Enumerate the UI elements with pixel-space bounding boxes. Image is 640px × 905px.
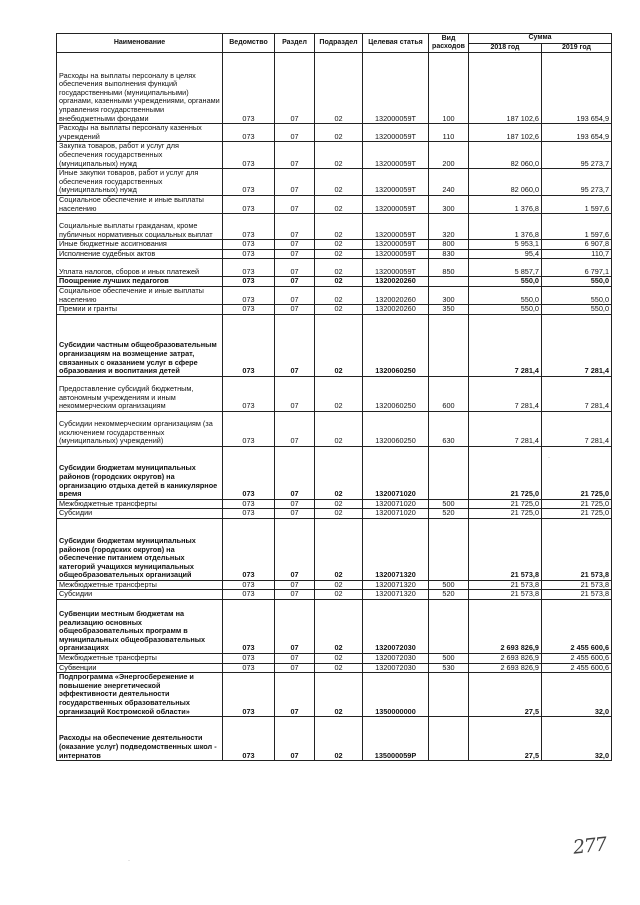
row-department: 073: [223, 277, 275, 287]
row-name: Субвенции местным бюджетам на реализацию основных общеобразовательных программ в муниципальных общеобразовательных организациях: [57, 600, 223, 654]
row-target: 1350000000: [363, 673, 429, 717]
row-name: Межбюджетные трансферты: [57, 499, 223, 509]
row-expense-type: 520: [429, 590, 469, 600]
row-amount-2018: 2 693 826,9: [469, 663, 542, 673]
row-subsection: 02: [315, 717, 363, 761]
row-department: 073: [223, 142, 275, 169]
row-section: 07: [275, 600, 315, 654]
row-target: 132000059Т: [363, 142, 429, 169]
row-target: 1320072030: [363, 600, 429, 654]
row-section: 07: [275, 446, 315, 499]
table-row: [57, 124, 612, 142]
table-row: [57, 214, 612, 240]
row-name: Субвенции: [57, 663, 223, 673]
row-target: 132000059Т: [363, 240, 429, 250]
row-section: 07: [275, 286, 315, 304]
row-target: 1320072030: [363, 654, 429, 664]
row-target: 1320020260: [363, 277, 429, 287]
row-expense-type: 500: [429, 499, 469, 509]
row-amount-2018: 1 376,8: [469, 214, 542, 240]
budget-table-sheet: [56, 33, 611, 761]
row-amount-2019: 7 281,4: [542, 314, 612, 376]
row-subsection: 02: [315, 214, 363, 240]
row-name: Иные бюджетные ассигнования: [57, 240, 223, 250]
row-amount-2018: 187 102,6: [469, 124, 542, 142]
row-name: Субсидии бюджетам муниципальных районов (городских округов) на организацию отдыха детей в каникулярное время: [57, 446, 223, 499]
row-name: Социальные выплаты гражданам, кроме публичных нормативных социальных выплат: [57, 214, 223, 240]
table-row: [57, 590, 612, 600]
row-subsection: 02: [315, 195, 363, 213]
row-amount-2018: 5 953,1: [469, 240, 542, 250]
row-name: Межбюджетные трансферты: [57, 580, 223, 590]
row-amount-2018: 7 281,4: [469, 376, 542, 411]
row-amount-2018: 7 281,4: [469, 411, 542, 446]
row-name: Расходы на выплаты персоналу казенных учреждений: [57, 124, 223, 142]
row-expense-type: 850: [429, 259, 469, 277]
row-section: 07: [275, 249, 315, 259]
header-subsection: Подраздел: [315, 34, 363, 53]
row-target: 132000059Т: [363, 124, 429, 142]
row-amount-2019: 2 455 600,6: [542, 663, 612, 673]
row-section: 07: [275, 509, 315, 519]
row-expense-type: [429, 277, 469, 287]
row-expense-type: 630: [429, 411, 469, 446]
row-expense-type: [429, 673, 469, 717]
table-row: [57, 673, 612, 717]
row-section: 07: [275, 195, 315, 213]
row-amount-2019: 95 273,7: [542, 169, 612, 196]
row-section: 07: [275, 142, 315, 169]
row-department: 073: [223, 580, 275, 590]
row-department: 073: [223, 663, 275, 673]
row-expense-type: 110: [429, 124, 469, 142]
row-department: 073: [223, 673, 275, 717]
row-amount-2019: 193 654,9: [542, 124, 612, 142]
row-department: 073: [223, 124, 275, 142]
row-expense-type: 800: [429, 240, 469, 250]
row-amount-2019: 193 654,9: [542, 53, 612, 124]
table-row: [57, 314, 612, 376]
row-subsection: 02: [315, 518, 363, 580]
row-target: 132000059Т: [363, 195, 429, 213]
table-row: [57, 249, 612, 259]
row-expense-type: [429, 518, 469, 580]
row-name: Субсидии: [57, 509, 223, 519]
row-amount-2019: 21 725,0: [542, 509, 612, 519]
row-expense-type: 300: [429, 286, 469, 304]
row-target: 132000059Т: [363, 169, 429, 196]
header-year-2018: 2018 год: [469, 43, 542, 53]
row-amount-2019: 7 281,4: [542, 376, 612, 411]
row-section: 07: [275, 259, 315, 277]
row-amount-2018: 95,4: [469, 249, 542, 259]
row-amount-2018: 5 857,7: [469, 259, 542, 277]
row-expense-type: 830: [429, 249, 469, 259]
row-subsection: 02: [315, 499, 363, 509]
row-subsection: 02: [315, 124, 363, 142]
row-section: 07: [275, 240, 315, 250]
row-amount-2019: 21 573,8: [542, 590, 612, 600]
row-subsection: 02: [315, 142, 363, 169]
row-section: 07: [275, 663, 315, 673]
row-amount-2018: 550,0: [469, 277, 542, 287]
row-subsection: 02: [315, 314, 363, 376]
row-amount-2018: 1 376,8: [469, 195, 542, 213]
row-name: Подпрограмма «Энергосбережение и повышение энергетической эффективности деятельности государственных образовательных организаций Костромской области»: [57, 673, 223, 717]
table-row: [57, 305, 612, 315]
row-department: 073: [223, 499, 275, 509]
row-department: 073: [223, 169, 275, 196]
row-subsection: 02: [315, 53, 363, 124]
scan-dot: ·: [548, 455, 550, 461]
row-department: 073: [223, 717, 275, 761]
row-section: 07: [275, 124, 315, 142]
row-amount-2018: 21 573,8: [469, 590, 542, 600]
page-number: 277: [571, 833, 608, 859]
row-target: 1320071320: [363, 580, 429, 590]
row-amount-2018: 27,5: [469, 673, 542, 717]
scan-dot: ·: [128, 858, 130, 864]
table-row: [57, 376, 612, 411]
row-subsection: 02: [315, 663, 363, 673]
row-name: Субсидии бюджетам муниципальных районов (городских округов) на обеспечение питанием отдельных категорий учащихся муниципальных общеобразовательных организаций: [57, 518, 223, 580]
row-expense-type: 520: [429, 509, 469, 519]
row-department: 073: [223, 314, 275, 376]
row-subsection: 02: [315, 240, 363, 250]
row-amount-2018: 21 725,0: [469, 509, 542, 519]
table-row: [57, 286, 612, 304]
row-amount-2019: 110,7: [542, 249, 612, 259]
row-target: 1320060250: [363, 376, 429, 411]
row-amount-2018: 187 102,6: [469, 53, 542, 124]
header-department: Ведомство: [223, 34, 275, 53]
row-department: 073: [223, 249, 275, 259]
row-target: 1320060250: [363, 411, 429, 446]
row-name: Расходы на обеспечение деятельности (оказание услуг) подведомственных школ - интернатов: [57, 717, 223, 761]
row-target: 1320020260: [363, 286, 429, 304]
row-subsection: 02: [315, 259, 363, 277]
row-target: 1320071020: [363, 499, 429, 509]
table-row: [57, 499, 612, 509]
budget-table: [56, 33, 612, 761]
row-amount-2018: 82 060,0: [469, 169, 542, 196]
table-row: [57, 600, 612, 654]
row-department: 073: [223, 195, 275, 213]
row-name: Иные закупки товаров, работ и услуг для обеспечения государственных (муниципальных) нужд: [57, 169, 223, 196]
header-amount: Сумма: [469, 34, 612, 44]
row-section: 07: [275, 654, 315, 664]
row-amount-2018: 82 060,0: [469, 142, 542, 169]
row-amount-2019: 21 725,0: [542, 499, 612, 509]
row-section: 07: [275, 277, 315, 287]
row-subsection: 02: [315, 169, 363, 196]
row-department: 073: [223, 446, 275, 499]
row-target: 1320071020: [363, 509, 429, 519]
row-section: 07: [275, 305, 315, 315]
row-amount-2019: 2 455 600,6: [542, 600, 612, 654]
row-amount-2019: 32,0: [542, 717, 612, 761]
row-amount-2018: 550,0: [469, 305, 542, 315]
header-name: Наименование: [57, 34, 223, 53]
row-subsection: 02: [315, 509, 363, 519]
row-subsection: 02: [315, 580, 363, 590]
row-department: 073: [223, 411, 275, 446]
row-name: Уплата налогов, сборов и иных платежей: [57, 259, 223, 277]
row-name: Исполнение судебных актов: [57, 249, 223, 259]
row-expense-type: [429, 717, 469, 761]
row-section: 07: [275, 673, 315, 717]
row-subsection: 02: [315, 305, 363, 315]
row-subsection: 02: [315, 411, 363, 446]
row-expense-type: [429, 314, 469, 376]
row-target: 1320020260: [363, 305, 429, 315]
row-section: 07: [275, 499, 315, 509]
table-row: [57, 663, 612, 673]
row-subsection: 02: [315, 249, 363, 259]
row-target: 135000059Р: [363, 717, 429, 761]
table-row: [57, 259, 612, 277]
row-expense-type: 530: [429, 663, 469, 673]
row-department: 073: [223, 600, 275, 654]
row-amount-2018: 21 725,0: [469, 499, 542, 509]
row-amount-2019: 1 597,6: [542, 195, 612, 213]
table-row: [57, 509, 612, 519]
row-name: Закупка товаров, работ и услуг для обеспечения государственных (муниципальных) нужд: [57, 142, 223, 169]
row-name: Предоставление субсидий бюджетным, автономным учреждениям и иным некоммерческим организациям: [57, 376, 223, 411]
row-name: Премии и гранты: [57, 305, 223, 315]
row-amount-2018: 7 281,4: [469, 314, 542, 376]
table-body: [57, 53, 612, 761]
row-subsection: 02: [315, 654, 363, 664]
table-row: [57, 169, 612, 196]
row-amount-2018: 21 573,8: [469, 518, 542, 580]
row-amount-2019: 21 573,8: [542, 580, 612, 590]
row-amount-2019: 21 573,8: [542, 518, 612, 580]
row-target: 132000059Т: [363, 53, 429, 124]
row-section: 07: [275, 53, 315, 124]
table-row: [57, 518, 612, 580]
row-name: Межбюджетные трансферты: [57, 654, 223, 664]
row-target: 1320071320: [363, 590, 429, 600]
header-section: Раздел: [275, 34, 315, 53]
row-amount-2019: 6 797,1: [542, 259, 612, 277]
row-expense-type: 240: [429, 169, 469, 196]
row-amount-2018: 21 725,0: [469, 446, 542, 499]
row-amount-2019: 550,0: [542, 286, 612, 304]
row-subsection: 02: [315, 446, 363, 499]
row-amount-2018: 21 573,8: [469, 580, 542, 590]
row-expense-type: 500: [429, 654, 469, 664]
table-row: [57, 142, 612, 169]
row-amount-2019: 1 597,6: [542, 214, 612, 240]
row-amount-2018: 2 693 826,9: [469, 600, 542, 654]
row-subsection: 02: [315, 590, 363, 600]
row-target: 1320071020: [363, 446, 429, 499]
row-expense-type: 200: [429, 142, 469, 169]
row-subsection: 02: [315, 600, 363, 654]
row-target: 1320072030: [363, 663, 429, 673]
row-amount-2019: 550,0: [542, 305, 612, 315]
table-row: [57, 654, 612, 664]
row-department: 073: [223, 376, 275, 411]
row-amount-2019: 7 281,4: [542, 411, 612, 446]
row-amount-2019: 95 273,7: [542, 142, 612, 169]
row-target: 132000059Т: [363, 249, 429, 259]
row-department: 073: [223, 53, 275, 124]
row-amount-2019: 32,0: [542, 673, 612, 717]
row-amount-2018: 27,5: [469, 717, 542, 761]
table-row: [57, 717, 612, 761]
row-amount-2019: 2 455 600,6: [542, 654, 612, 664]
row-subsection: 02: [315, 673, 363, 717]
row-target: 1320071320: [363, 518, 429, 580]
row-subsection: 02: [315, 277, 363, 287]
row-department: 073: [223, 590, 275, 600]
row-expense-type: 300: [429, 195, 469, 213]
row-expense-type: 320: [429, 214, 469, 240]
table-row: [57, 277, 612, 287]
row-name: Субсидии некоммерческим организациям (за исключением государственных (муниципальных) учреждений): [57, 411, 223, 446]
row-department: 073: [223, 240, 275, 250]
row-section: 07: [275, 314, 315, 376]
header-expense-type: Вид расходов: [429, 34, 469, 53]
table-row: [57, 411, 612, 446]
row-expense-type: 100: [429, 53, 469, 124]
row-section: 07: [275, 590, 315, 600]
row-name: Социальное обеспечение и иные выплаты населению: [57, 286, 223, 304]
row-amount-2019: 21 725,0: [542, 446, 612, 499]
row-section: 07: [275, 518, 315, 580]
header-target: Целевая статья: [363, 34, 429, 53]
row-expense-type: [429, 600, 469, 654]
table-row: [57, 240, 612, 250]
row-name: Субсидии: [57, 590, 223, 600]
row-department: 073: [223, 518, 275, 580]
row-department: 073: [223, 305, 275, 315]
row-section: 07: [275, 580, 315, 590]
row-section: 07: [275, 376, 315, 411]
header-year-2019: 2019 год: [542, 43, 612, 53]
row-name: Поощрение лучших педагогов: [57, 277, 223, 287]
table-row: [57, 195, 612, 213]
row-target: 132000059Т: [363, 259, 429, 277]
row-expense-type: [429, 446, 469, 499]
row-department: 073: [223, 654, 275, 664]
row-section: 07: [275, 717, 315, 761]
row-expense-type: 600: [429, 376, 469, 411]
row-target: 132000059Т: [363, 214, 429, 240]
row-section: 07: [275, 169, 315, 196]
row-department: 073: [223, 286, 275, 304]
row-department: 073: [223, 509, 275, 519]
row-name: Социальное обеспечение и иные выплаты населению: [57, 195, 223, 213]
table-row: [57, 580, 612, 590]
row-expense-type: 500: [429, 580, 469, 590]
row-amount-2018: 550,0: [469, 286, 542, 304]
row-amount-2019: 550,0: [542, 277, 612, 287]
table-row: [57, 446, 612, 499]
row-subsection: 02: [315, 286, 363, 304]
row-target: 1320060250: [363, 314, 429, 376]
row-section: 07: [275, 214, 315, 240]
row-section: 07: [275, 411, 315, 446]
row-department: 073: [223, 259, 275, 277]
row-amount-2019: 6 907,8: [542, 240, 612, 250]
row-subsection: 02: [315, 376, 363, 411]
row-name: Расходы на выплаты персоналу в целях обеспечения выполнения функций государственными (муниципальными) органами, казенными учреждениями, органами управления государственными внебюджетными фондами: [57, 53, 223, 124]
table-row: [57, 53, 612, 124]
row-name: Субсидии частным общеобразовательным организациям на возмещение затрат, связанных с оказанием услуг в сфере образования и воспитания детей: [57, 314, 223, 376]
row-expense-type: 350: [429, 305, 469, 315]
row-department: 073: [223, 214, 275, 240]
row-amount-2018: 2 693 826,9: [469, 654, 542, 664]
